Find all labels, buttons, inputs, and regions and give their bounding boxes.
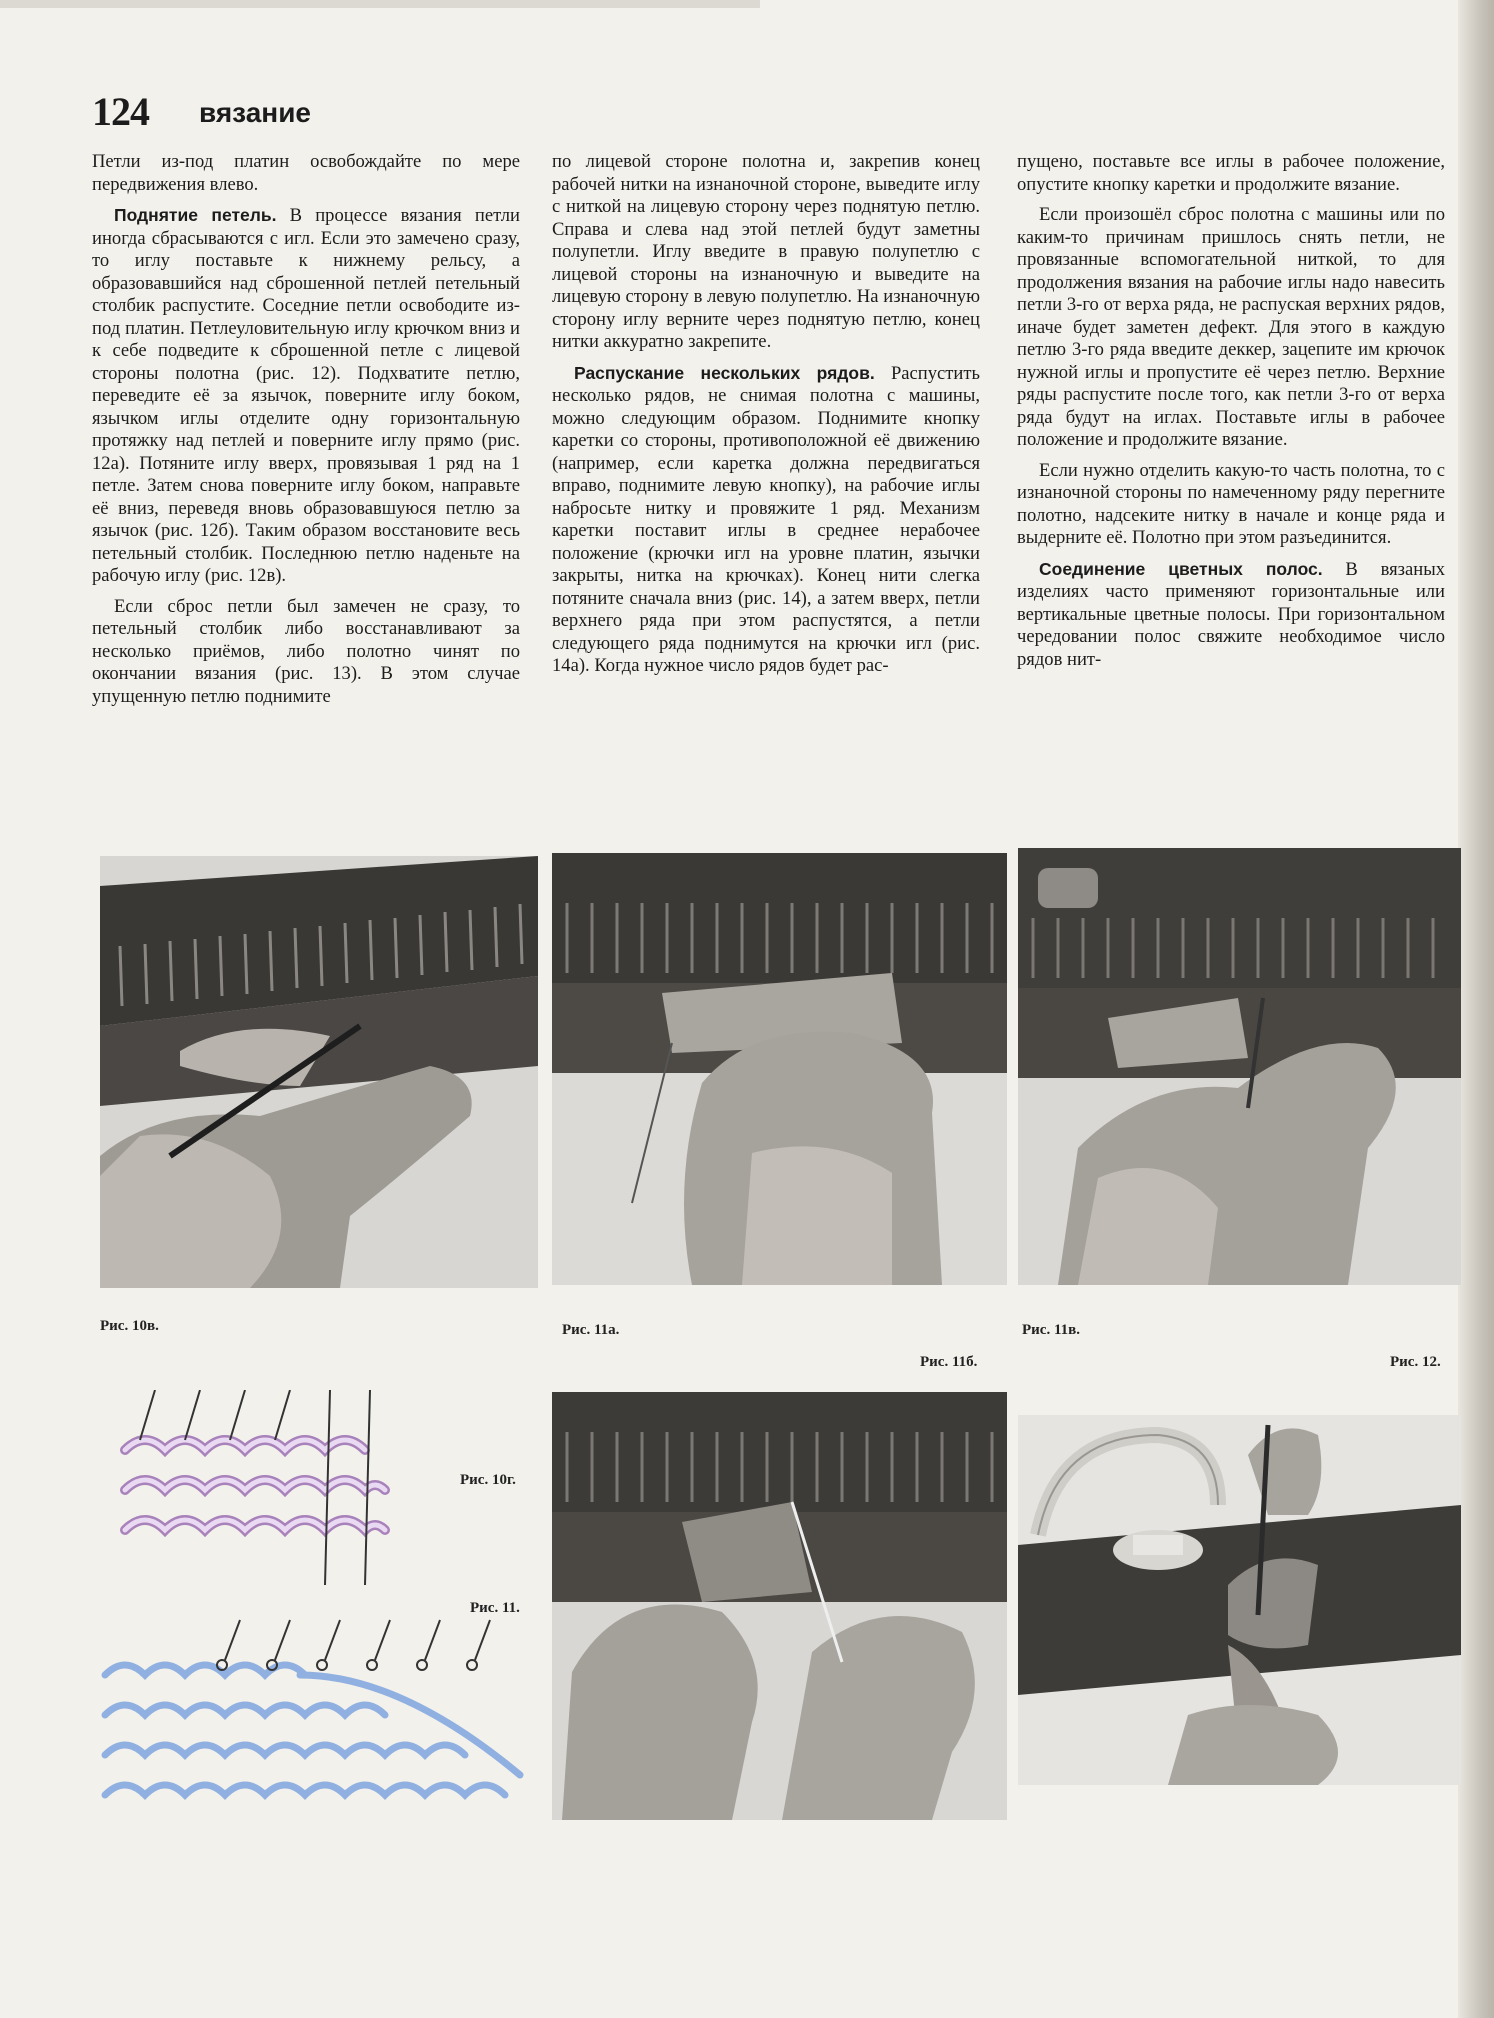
photo-fig-10v: [100, 856, 538, 1288]
paragraph-text: Если произошёл сброс полотна с машины или по каким-то причинам пришлось снять петли, не провязанные вспомогательной ниткой, то для продолжения вязания на рабочие иглы надо навесить петли 3-го от верха ряда, не распуская верхних рядов, иначе будет заметен дефект. Для этого в каждую петлю 3-го ряда введите деккер, зацепите им крючок нужной иглы и пропустите её через петлю. Верхние ряды распустите после того, как петли 3-го от верха ряда будут на иглах. Поставьте иглы в рабочее положение и продолжите вязание.: [1017, 204, 1445, 450]
photo-fig-11b: [552, 1392, 1007, 1820]
photo-fig-11a: [552, 853, 1007, 1285]
caption-fig-12: Рис. 12.: [1390, 1354, 1441, 1370]
diagram-fig-11: [100, 1615, 540, 1820]
paragraph: [1017, 204, 1445, 452]
paragraph: [1017, 151, 1445, 196]
paragraph: [92, 204, 520, 588]
paragraph-text: пущено, поставьте все иглы в рабочее положение, опустите кнопку каретки и продолжите вязание.: [1017, 151, 1445, 195]
text-column-2: [552, 151, 980, 827]
page-header: [92, 88, 311, 148]
text-column-3: [1017, 151, 1445, 827]
paragraph-text: В процессе вязания петли иногда сбрасываются с игл. Если это замечено сразу, то иглу поставьте к нижнему рельсу, а образовавшийся над сброшенной петлей петельный столбик распустите. Соседние петли освободите из-под платин. Петлеуловительную иглу крючком вниз и к себе подведите к сброшенной петле с лицевой стороны полотна (рис. 12). Подхватите петлю, переведите её за язычок, поверните иглу боком, язычком иглы отделите одну горизонтальную протяжку над петлей и поверните иглу прямо (рис. 12а). Потяните иглу вверх, провязывая 1 ряд на 1 петле. Затем снова поверните иглу боком, направьте её вниз, переведя вновь образовавшуюся петлю за язычок (рис. 12б). Таким образом восстановите весь петельный столбик. Последнюю петлю наденьте на рабочую иглу (рис. 12в).: [92, 205, 520, 586]
caption-fig-11b: Рис. 11б.: [920, 1354, 978, 1370]
paragraph: [552, 362, 980, 678]
caption-fig-11a: Рис. 11а.: [562, 1322, 620, 1338]
diagram-fig-10g: [115, 1390, 455, 1585]
caption-fig-11v: Рис. 11в.: [1022, 1322, 1080, 1338]
running-title: вязание: [199, 97, 311, 128]
paragraph: [552, 151, 980, 354]
book-spine-shadow: [1458, 0, 1494, 2018]
caption-fig-10g: Рис. 10г.: [460, 1472, 516, 1488]
caption-fig-11: Рис. 11.: [470, 1600, 520, 1616]
page-number: 124: [92, 89, 149, 134]
paragraph-text: Петли из-под платин освобождайте по мере передвижения влево.: [92, 151, 520, 195]
photo-fig-11v: [1018, 848, 1461, 1285]
paragraph-text: В вязаных изделиях часто применяют горизонтальные или вертикальные цветные полосы. При горизонтальном чередовании полос свяжите необходимое число рядов нит-: [1017, 558, 1445, 670]
paragraph-text: по лицевой стороне полотна и, закрепив конец рабочей нитки на изнаночной стороне, выведите иглу с ниткой на лицевую сторону через поднятую петлю. Справа и слева над этой петлей будут заметны полупетли. Иглу введите в правую полупетлю с лицевой стороны на изнаночную и выведите на лицевую сторону в левую полупетлю. На изнаночную сторону иглу верните через поднятую петлю, конец нитки аккуратно закрепите.: [552, 151, 980, 352]
paragraph: [1017, 558, 1445, 672]
paragraph-text: Если нужно отделить какую-то часть полотна, то с изнаночной стороны по намеченному ряду перегните полотно, надсеките нитку в начале и конце ряда и выдерните её. Полотно при этом разъединится.: [1017, 459, 1445, 548]
page-top-edge: [0, 0, 760, 8]
paragraph: [1017, 460, 1445, 550]
paragraph-text: Распустить несколько рядов, не снимая полотна с машины, можно следующим образом. Поднимите кнопку каретки со стороны, противоположной её движению (например, если каретка должна передвигаться вправо, поднимите левую кнопку), на рабочие иглы набросьте нитку и провяжите 1 ряд. Механизм каретки поставит иглы в среднее нерабочее положение (крючки игл на уровне платин, язычки закрыты, нитка на крючках). Конец нити слегка потяните сначала вниз (рис. 14), а затем вверх, петли верхнего ряда при этом распустятся, а петли следующего ряда поднимутся на крючки игл (рис. 14а). Когда нужное число рядов будет рас-: [552, 362, 980, 676]
photo-fig-12: [1018, 1415, 1461, 1785]
text-column-1: [92, 151, 520, 827]
paragraph-heading: Поднятие петель.: [114, 205, 277, 225]
paragraph: [92, 151, 520, 196]
paragraph-text: Если сброс петли был замечен не сразу, то петельный столбик либо восстанавливают за несколько приёмов, либо полотно чинят по окончании вязания (рис. 13). В этом случае упущенную петлю поднимите: [92, 595, 520, 707]
caption-fig-10v: Рис. 10в.: [100, 1318, 159, 1334]
paragraph-heading: Распускание нескольких рядов.: [574, 362, 875, 383]
paragraph: [92, 596, 520, 709]
paragraph-heading: Соединение цветных полос.: [1039, 558, 1323, 579]
